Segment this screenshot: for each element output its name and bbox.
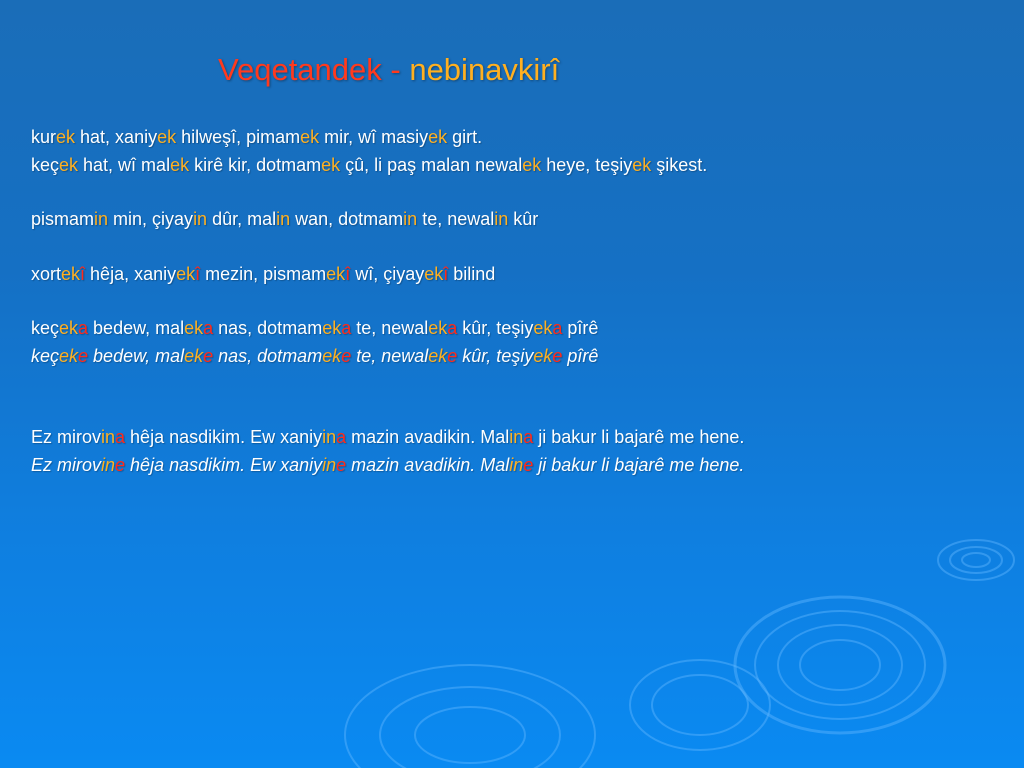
example-line	[31, 152, 831, 180]
text-segment: kur	[31, 127, 57, 147]
text-segment: ji bakur li bajarê me hene.	[533, 427, 745, 447]
title-part-1: Veqetandek	[218, 52, 382, 87]
suffix-indefinite: in	[276, 209, 291, 229]
example-line	[31, 315, 831, 343]
suffix-case-ending: e	[336, 454, 347, 475]
text-segment: nas, dotmam	[213, 318, 323, 338]
suffix-indefinite: ek	[326, 263, 346, 284]
text-segment: çû, li paş malan newal	[340, 154, 523, 175]
text-segment: ji bakur li bajarê me hene.	[533, 454, 745, 475]
text-segment: hilweşî, pimam	[176, 127, 301, 147]
text-segment: mazin avadikin. Mal	[346, 427, 510, 447]
text-segment: xort	[31, 263, 62, 284]
suffix-indefinite: in	[101, 427, 116, 447]
suffix-indefinite: ek	[176, 263, 196, 284]
suffix-indefinite: ek	[322, 318, 342, 338]
suffix-indefinite: in	[403, 209, 418, 229]
text-segment: kûr, teşiy	[457, 318, 534, 338]
text-segment: hêja nasdikim. Ew xaniy	[125, 454, 323, 475]
paragraph-spacer	[31, 179, 831, 206]
suffix-indefinite: ek	[184, 318, 204, 338]
text-segment: bilind	[448, 263, 496, 284]
text-segment: wî, çiyay	[350, 263, 425, 284]
example-line	[31, 206, 831, 234]
suffix-case-ending: e	[447, 345, 458, 366]
text-segment: keç	[31, 154, 60, 175]
text-segment: bedew, mal	[88, 318, 185, 338]
suffix-indefinite: ek	[56, 127, 76, 147]
suffix-indefinite: ek	[184, 345, 204, 366]
suffix-case-ending: î	[195, 263, 201, 284]
text-segment: dûr, mal	[207, 209, 277, 229]
suffix-case-ending: a	[447, 318, 458, 338]
suffix-case-ending: e	[115, 454, 126, 475]
title-dash: -	[381, 52, 410, 87]
ripple-large	[735, 597, 945, 733]
text-segment: keç	[31, 318, 60, 338]
suffix-indefinite: ek	[321, 154, 341, 175]
suffix-indefinite: in	[101, 454, 116, 475]
suffix-indefinite: ek	[424, 263, 444, 284]
example-line-italic	[31, 452, 831, 480]
text-segment: hêja nasdikim. Ew xaniy	[125, 427, 323, 447]
paragraph-spacer	[31, 370, 831, 424]
text-segment: te, newal	[351, 345, 429, 366]
text-segment: pîrê	[562, 318, 599, 338]
suffix-case-ending: î	[345, 263, 351, 284]
suffix-case-ending: a	[203, 318, 214, 338]
example-line	[31, 124, 831, 152]
suffix-case-ending: a	[115, 427, 126, 447]
suffix-indefinite: in	[94, 209, 109, 229]
text-segment: mazin avadikin. Mal	[346, 454, 510, 475]
paragraph-spacer	[31, 288, 831, 315]
suffix-indefinite: ek	[59, 154, 79, 175]
text-segment: pismam	[31, 209, 95, 229]
suffix-indefinite: ek	[59, 318, 79, 338]
text-segment: keç	[31, 345, 60, 366]
ripple-small	[938, 540, 1014, 580]
suffix-indefinite: ek	[170, 154, 190, 175]
text-segment: kirê kir, dotmam	[189, 154, 322, 175]
slide-body	[31, 124, 831, 479]
suffix-case-ending: a	[341, 318, 352, 338]
suffix-case-ending: a	[336, 427, 347, 447]
suffix-indefinite: ek	[533, 345, 553, 366]
example-line	[31, 261, 831, 289]
example-line	[31, 424, 831, 452]
slide-title	[218, 52, 559, 88]
text-segment: şikest.	[651, 154, 708, 175]
suffix-case-ending: a	[552, 318, 563, 338]
text-segment: min, çiyay	[108, 209, 194, 229]
suffix-indefinite: ek	[322, 345, 342, 366]
text-segment: hat, wî mal	[78, 154, 171, 175]
text-segment: Ez mirov	[31, 454, 102, 475]
text-segment: kûr, teşiy	[457, 345, 534, 366]
text-segment: te, newal	[351, 318, 429, 338]
ripple-bottom	[345, 665, 595, 768]
text-segment: hêja, xaniy	[85, 263, 177, 284]
example-line-italic	[31, 343, 831, 371]
ripple-medium	[630, 660, 770, 750]
suffix-case-ending: e	[203, 345, 214, 366]
suffix-indefinite: in	[509, 427, 524, 447]
title-part-2: nebinavkirî	[409, 52, 560, 87]
suffix-indefinite: in	[322, 427, 337, 447]
text-segment: mezin, pismam	[200, 263, 327, 284]
text-segment: pîrê	[562, 345, 599, 366]
suffix-case-ending: a	[78, 318, 89, 338]
suffix-indefinite: in	[494, 209, 509, 229]
suffix-case-ending: e	[523, 454, 534, 475]
text-segment: wan, dotmam	[290, 209, 404, 229]
suffix-case-ending: a	[523, 427, 534, 447]
text-segment: heye, teşiy	[541, 154, 633, 175]
suffix-indefinite: in	[193, 209, 208, 229]
text-segment: nas, dotmam	[213, 345, 323, 366]
suffix-indefinite: ek	[59, 345, 79, 366]
suffix-case-ending: e	[341, 345, 352, 366]
suffix-indefinite: ek	[522, 154, 542, 175]
suffix-indefinite: ek	[428, 127, 448, 147]
text-segment: hat, xaniy	[75, 127, 158, 147]
suffix-case-ending: î	[80, 263, 86, 284]
text-segment: mir, wî masiy	[319, 127, 429, 147]
text-segment: bedew, mal	[88, 345, 185, 366]
text-segment: Ez mirov	[31, 427, 102, 447]
paragraph-spacer	[31, 234, 831, 261]
suffix-indefinite: ek	[157, 127, 177, 147]
suffix-indefinite: in	[509, 454, 524, 475]
text-segment: te, newal	[417, 209, 495, 229]
suffix-indefinite: ek	[533, 318, 553, 338]
suffix-indefinite: ek	[300, 127, 320, 147]
suffix-indefinite: ek	[428, 345, 448, 366]
suffix-indefinite: ek	[428, 318, 448, 338]
suffix-indefinite: in	[322, 454, 337, 475]
suffix-indefinite: ek	[632, 154, 652, 175]
suffix-case-ending: î	[443, 263, 449, 284]
suffix-case-ending: e	[78, 345, 89, 366]
suffix-case-ending: e	[552, 345, 563, 366]
text-segment: kûr	[508, 209, 539, 229]
text-segment: girt.	[447, 127, 483, 147]
suffix-indefinite: ek	[61, 263, 81, 284]
